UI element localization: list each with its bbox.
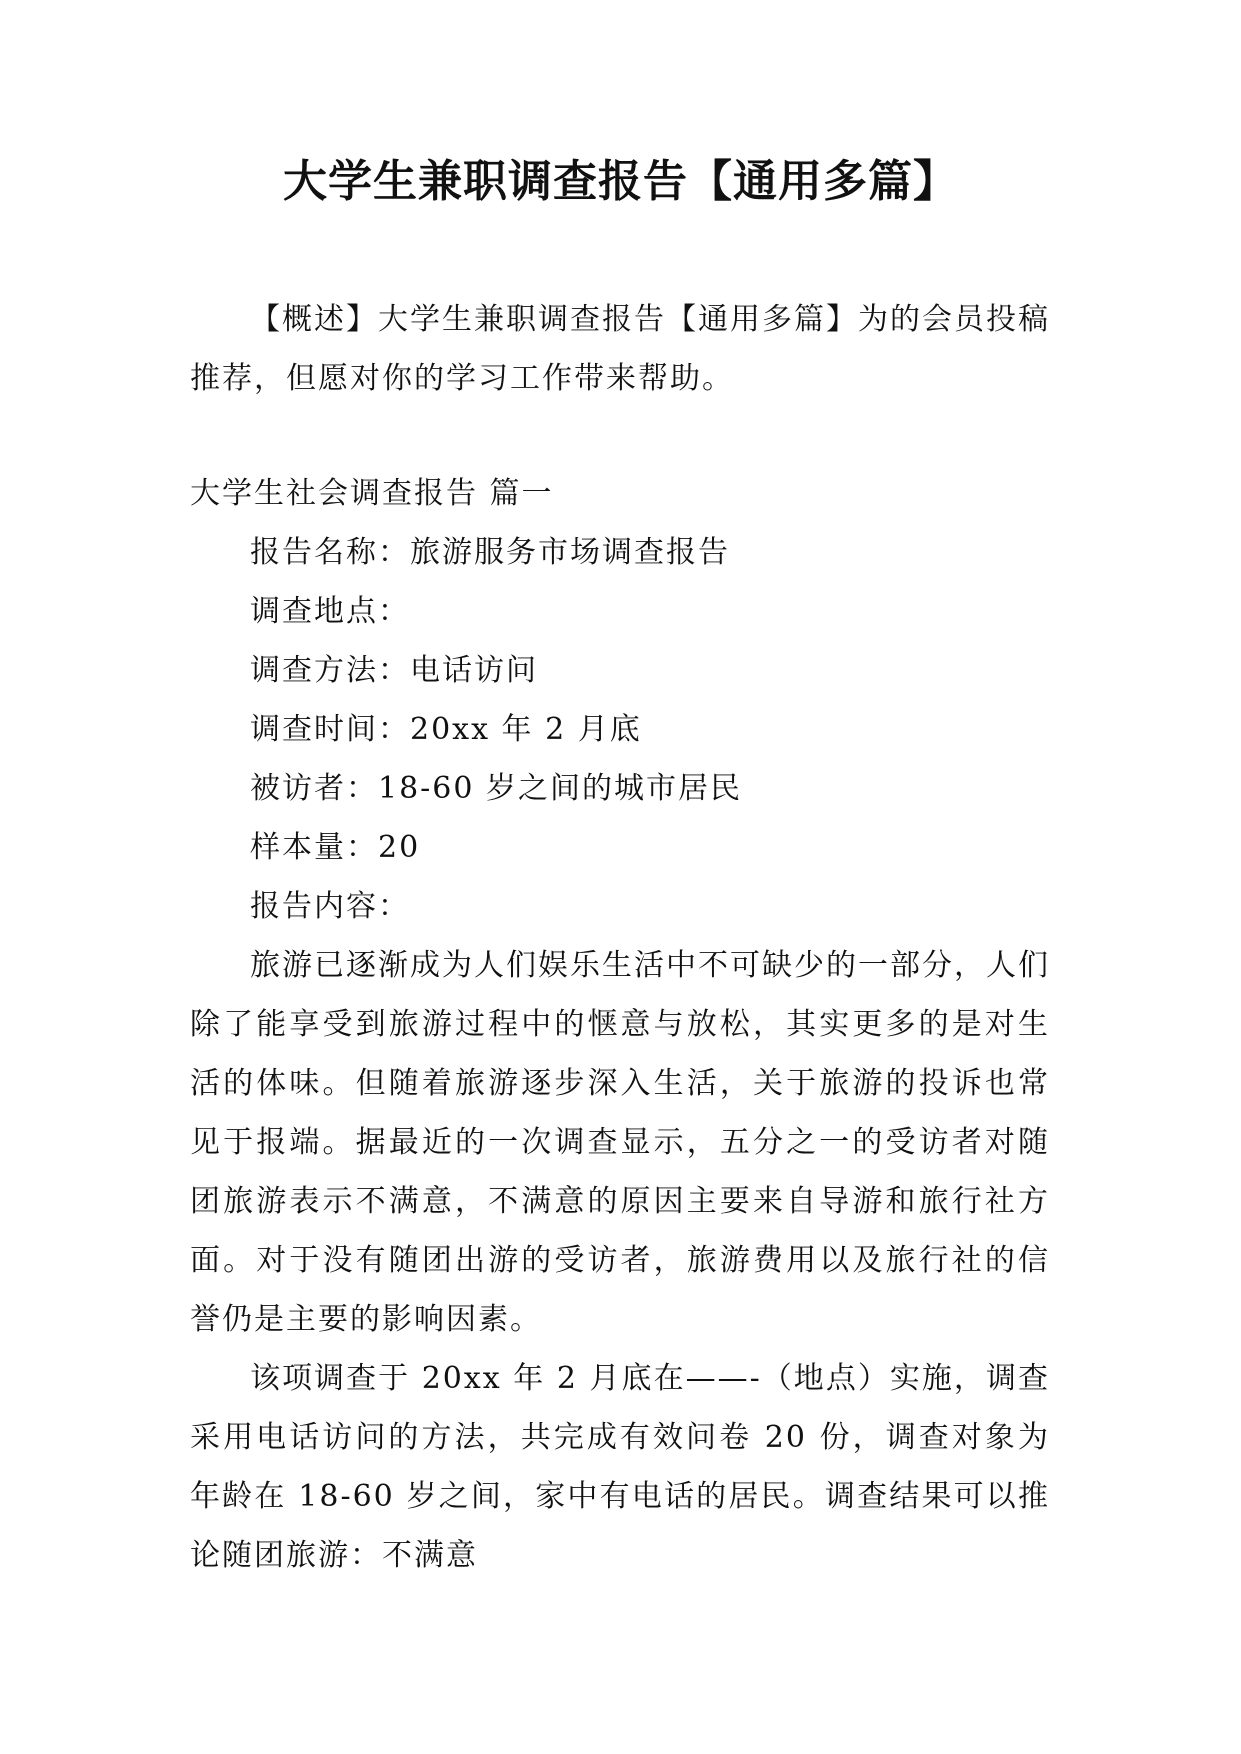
summary-paragraph: 【概述】大学生兼职调查报告【通用多篇】为的会员投稿推荐，但愿对你的学习工作带来帮助。: [190, 302, 1050, 396]
body-paragraph: 旅游已逐渐成为人们娱乐生活中不可缺少的一部分，人们除了能享受到旅游过程中的惬意与放松，其实更多的是对生活的体味。但随着旅游逐步深入生活，关于旅游的投诉也常见于报端。据最近的一次调查显示，五分之一的受访者对随团旅游表示不满意，不满意的原因主要来自导游和旅行社方面。对于没有随团出游的受访者，旅游费用以及旅行社的信誉仍是主要的影响因素。: [190, 948, 1050, 1337]
document-body: [190, 290, 1050, 1585]
document-title: 大学生兼职调查报告【通用多篇】: [283, 156, 958, 207]
survey-location-field: 调查地点：: [250, 594, 410, 629]
survey-method-field: 调查方法：电话访问: [250, 653, 538, 688]
respondents-field: 被访者：18-60 岁之间的城市居民: [250, 771, 743, 806]
section-heading: 大学生社会调查报告 篇一: [190, 476, 554, 511]
survey-time-field: 调查时间：20xx 年 2 月底: [250, 712, 642, 747]
report-content-label: 报告内容：: [250, 889, 410, 924]
sample-size-field: 样本量：20: [250, 830, 421, 865]
report-name-field: 报告名称：旅游服务市场调查报告: [250, 535, 730, 570]
body-paragraph: 该项调查于 20xx 年 2 月底在——-（地点）实施，调查采用电话访问的方法，共完成有效问卷 20 份，调查对象为年龄在 18-60 岁之间，家中有电话的居民。调查结果可以推论随团旅游：不满意: [190, 1361, 1050, 1573]
